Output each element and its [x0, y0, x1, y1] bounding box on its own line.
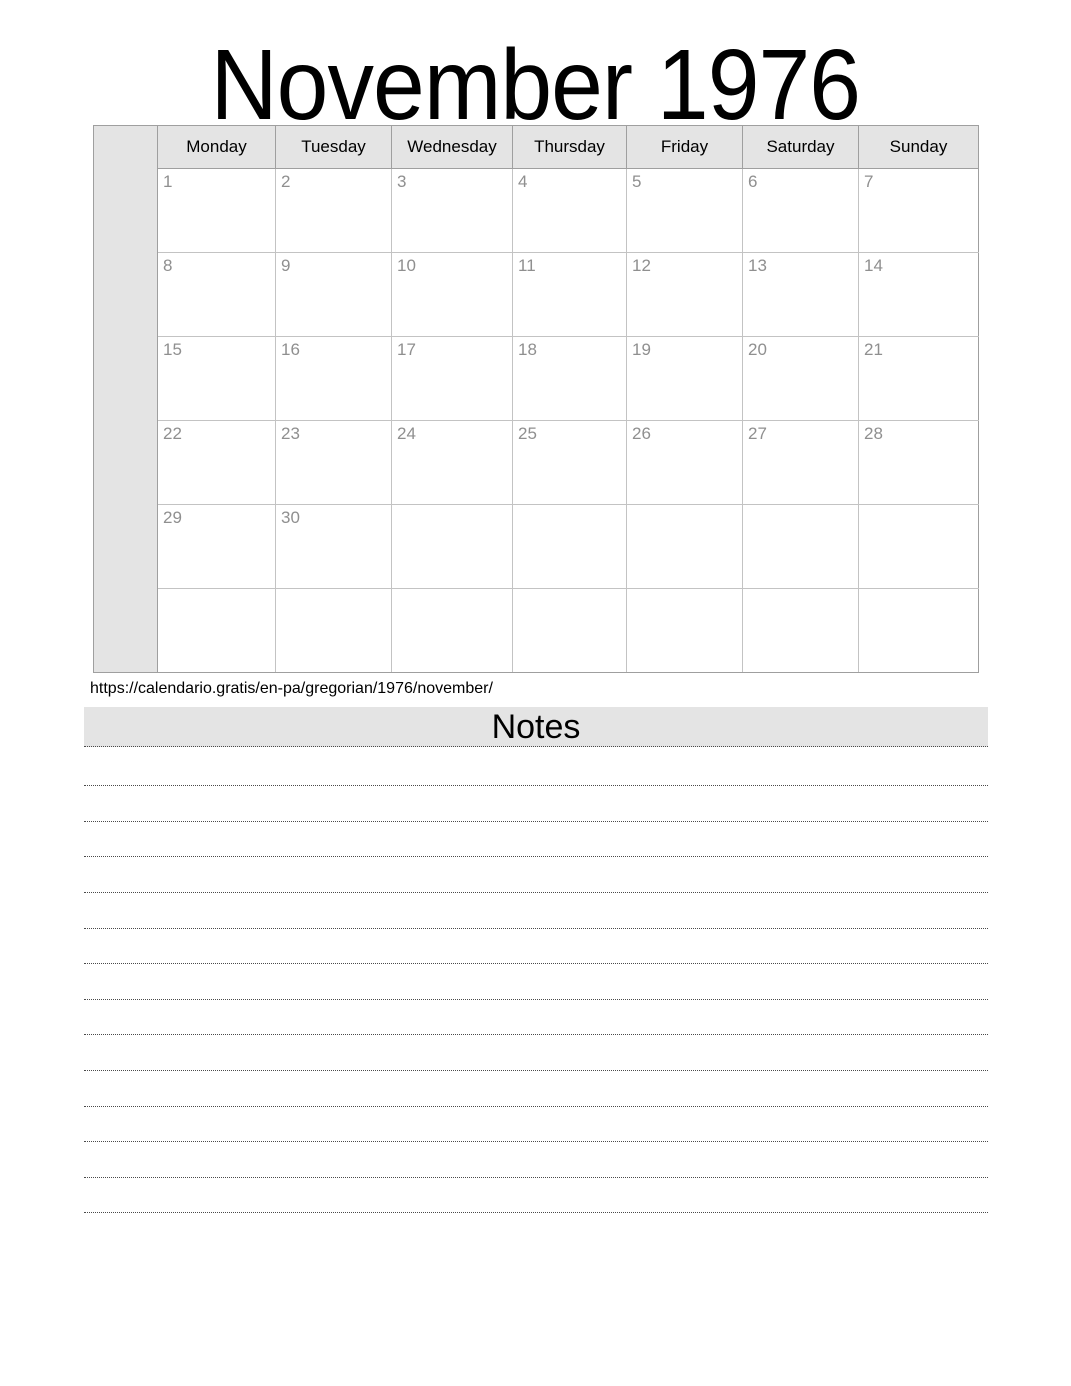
day-cell-25 — [513, 421, 627, 505]
day-number: 7 — [864, 172, 874, 191]
notes-header — [84, 707, 988, 747]
calendar-week-row — [94, 589, 979, 673]
day-cell-empty — [859, 505, 979, 589]
calendar-table — [93, 125, 979, 673]
day-cell-empty — [743, 505, 859, 589]
page-title — [0, 0, 1071, 141]
notes-section — [84, 707, 988, 1213]
day-cell-1 — [158, 169, 276, 253]
day-number: 23 — [281, 424, 300, 443]
day-cell-30 — [276, 505, 392, 589]
day-number: 14 — [864, 256, 883, 275]
weekday-header-tuesday: Tuesday — [276, 126, 392, 169]
day-cell-9 — [276, 253, 392, 337]
note-line — [84, 747, 988, 786]
day-number: 17 — [397, 340, 416, 359]
day-cell-10 — [392, 253, 513, 337]
day-number: 15 — [163, 340, 182, 359]
day-number: 18 — [518, 340, 537, 359]
note-line — [84, 1142, 988, 1178]
note-line — [84, 1107, 988, 1143]
day-cell-21 — [859, 337, 979, 421]
weekday-header-saturday: Saturday — [743, 126, 859, 169]
day-cell-14 — [859, 253, 979, 337]
day-cell-11 — [513, 253, 627, 337]
day-cell-13 — [743, 253, 859, 337]
day-number: 11 — [518, 256, 536, 275]
day-cell-5 — [627, 169, 743, 253]
day-cell-16 — [276, 337, 392, 421]
day-number: 29 — [163, 508, 182, 527]
calendar-week-row — [94, 505, 979, 589]
day-cell-3 — [392, 169, 513, 253]
day-cell-empty — [859, 589, 979, 673]
day-number: 30 — [281, 508, 300, 527]
weekday-header-monday: Monday — [158, 126, 276, 169]
day-cell-6 — [743, 169, 859, 253]
day-cell-17 — [392, 337, 513, 421]
day-number: 21 — [864, 340, 883, 359]
day-number: 12 — [632, 256, 651, 275]
day-cell-28 — [859, 421, 979, 505]
day-number: 9 — [281, 256, 291, 275]
day-cell-20 — [743, 337, 859, 421]
day-cell-22 — [158, 421, 276, 505]
day-number: 22 — [163, 424, 182, 443]
day-number: 2 — [281, 172, 291, 191]
day-cell-12 — [627, 253, 743, 337]
day-cell-empty — [392, 505, 513, 589]
calendar-week-row — [94, 421, 979, 505]
day-number: 28 — [864, 424, 883, 443]
weekday-header-wednesday: Wednesday — [392, 126, 513, 169]
note-line — [84, 964, 988, 1000]
day-cell-empty — [392, 589, 513, 673]
note-line — [84, 786, 988, 822]
page-title-text: November 1976 — [210, 29, 861, 141]
note-line — [84, 929, 988, 965]
day-number: 1 — [163, 172, 173, 191]
note-line — [84, 1035, 988, 1071]
day-cell-26 — [627, 421, 743, 505]
note-line — [84, 1178, 988, 1214]
day-number: 26 — [632, 424, 651, 443]
day-number: 4 — [518, 172, 528, 191]
note-line — [84, 1000, 988, 1036]
week-number-column — [94, 126, 158, 673]
day-cell-7 — [859, 169, 979, 253]
day-number: 19 — [632, 340, 651, 359]
calendar-week-row — [94, 169, 979, 253]
note-line — [84, 893, 988, 929]
note-line — [84, 822, 988, 858]
source-url: https://calendario.gratis/en-pa/gregorian/1976/november/ — [90, 680, 493, 697]
day-cell-empty — [743, 589, 859, 673]
calendar-grid — [94, 126, 979, 673]
day-cell-19 — [627, 337, 743, 421]
day-cell-empty — [158, 589, 276, 673]
calendar-week-row — [94, 253, 979, 337]
day-number: 6 — [748, 172, 758, 191]
day-cell-empty — [513, 505, 627, 589]
day-number: 16 — [281, 340, 300, 359]
notes-title: Notes — [491, 708, 581, 746]
day-number: 10 — [397, 256, 416, 275]
day-cell-empty — [627, 589, 743, 673]
day-cell-empty — [276, 589, 392, 673]
day-cell-15 — [158, 337, 276, 421]
day-cell-29 — [158, 505, 276, 589]
note-line — [84, 857, 988, 893]
calendar-week-row — [94, 337, 979, 421]
day-cell-4 — [513, 169, 627, 253]
day-cell-empty — [513, 589, 627, 673]
day-cell-27 — [743, 421, 859, 505]
weekday-header-thursday: Thursday — [513, 126, 627, 169]
day-cell-8 — [158, 253, 276, 337]
note-line — [84, 1071, 988, 1107]
day-number: 8 — [163, 256, 173, 275]
day-cell-2 — [276, 169, 392, 253]
day-number: 5 — [632, 172, 642, 191]
weekday-header-sunday: Sunday — [859, 126, 979, 169]
day-number: 25 — [518, 424, 537, 443]
day-cell-empty — [627, 505, 743, 589]
day-number: 3 — [397, 172, 407, 191]
day-cell-24 — [392, 421, 513, 505]
notes-lines — [84, 747, 988, 1213]
day-number: 24 — [397, 424, 416, 443]
day-number: 20 — [748, 340, 767, 359]
weekday-header-friday: Friday — [627, 126, 743, 169]
day-number: 27 — [748, 424, 767, 443]
day-number: 13 — [748, 256, 767, 275]
day-cell-23 — [276, 421, 392, 505]
day-cell-18 — [513, 337, 627, 421]
